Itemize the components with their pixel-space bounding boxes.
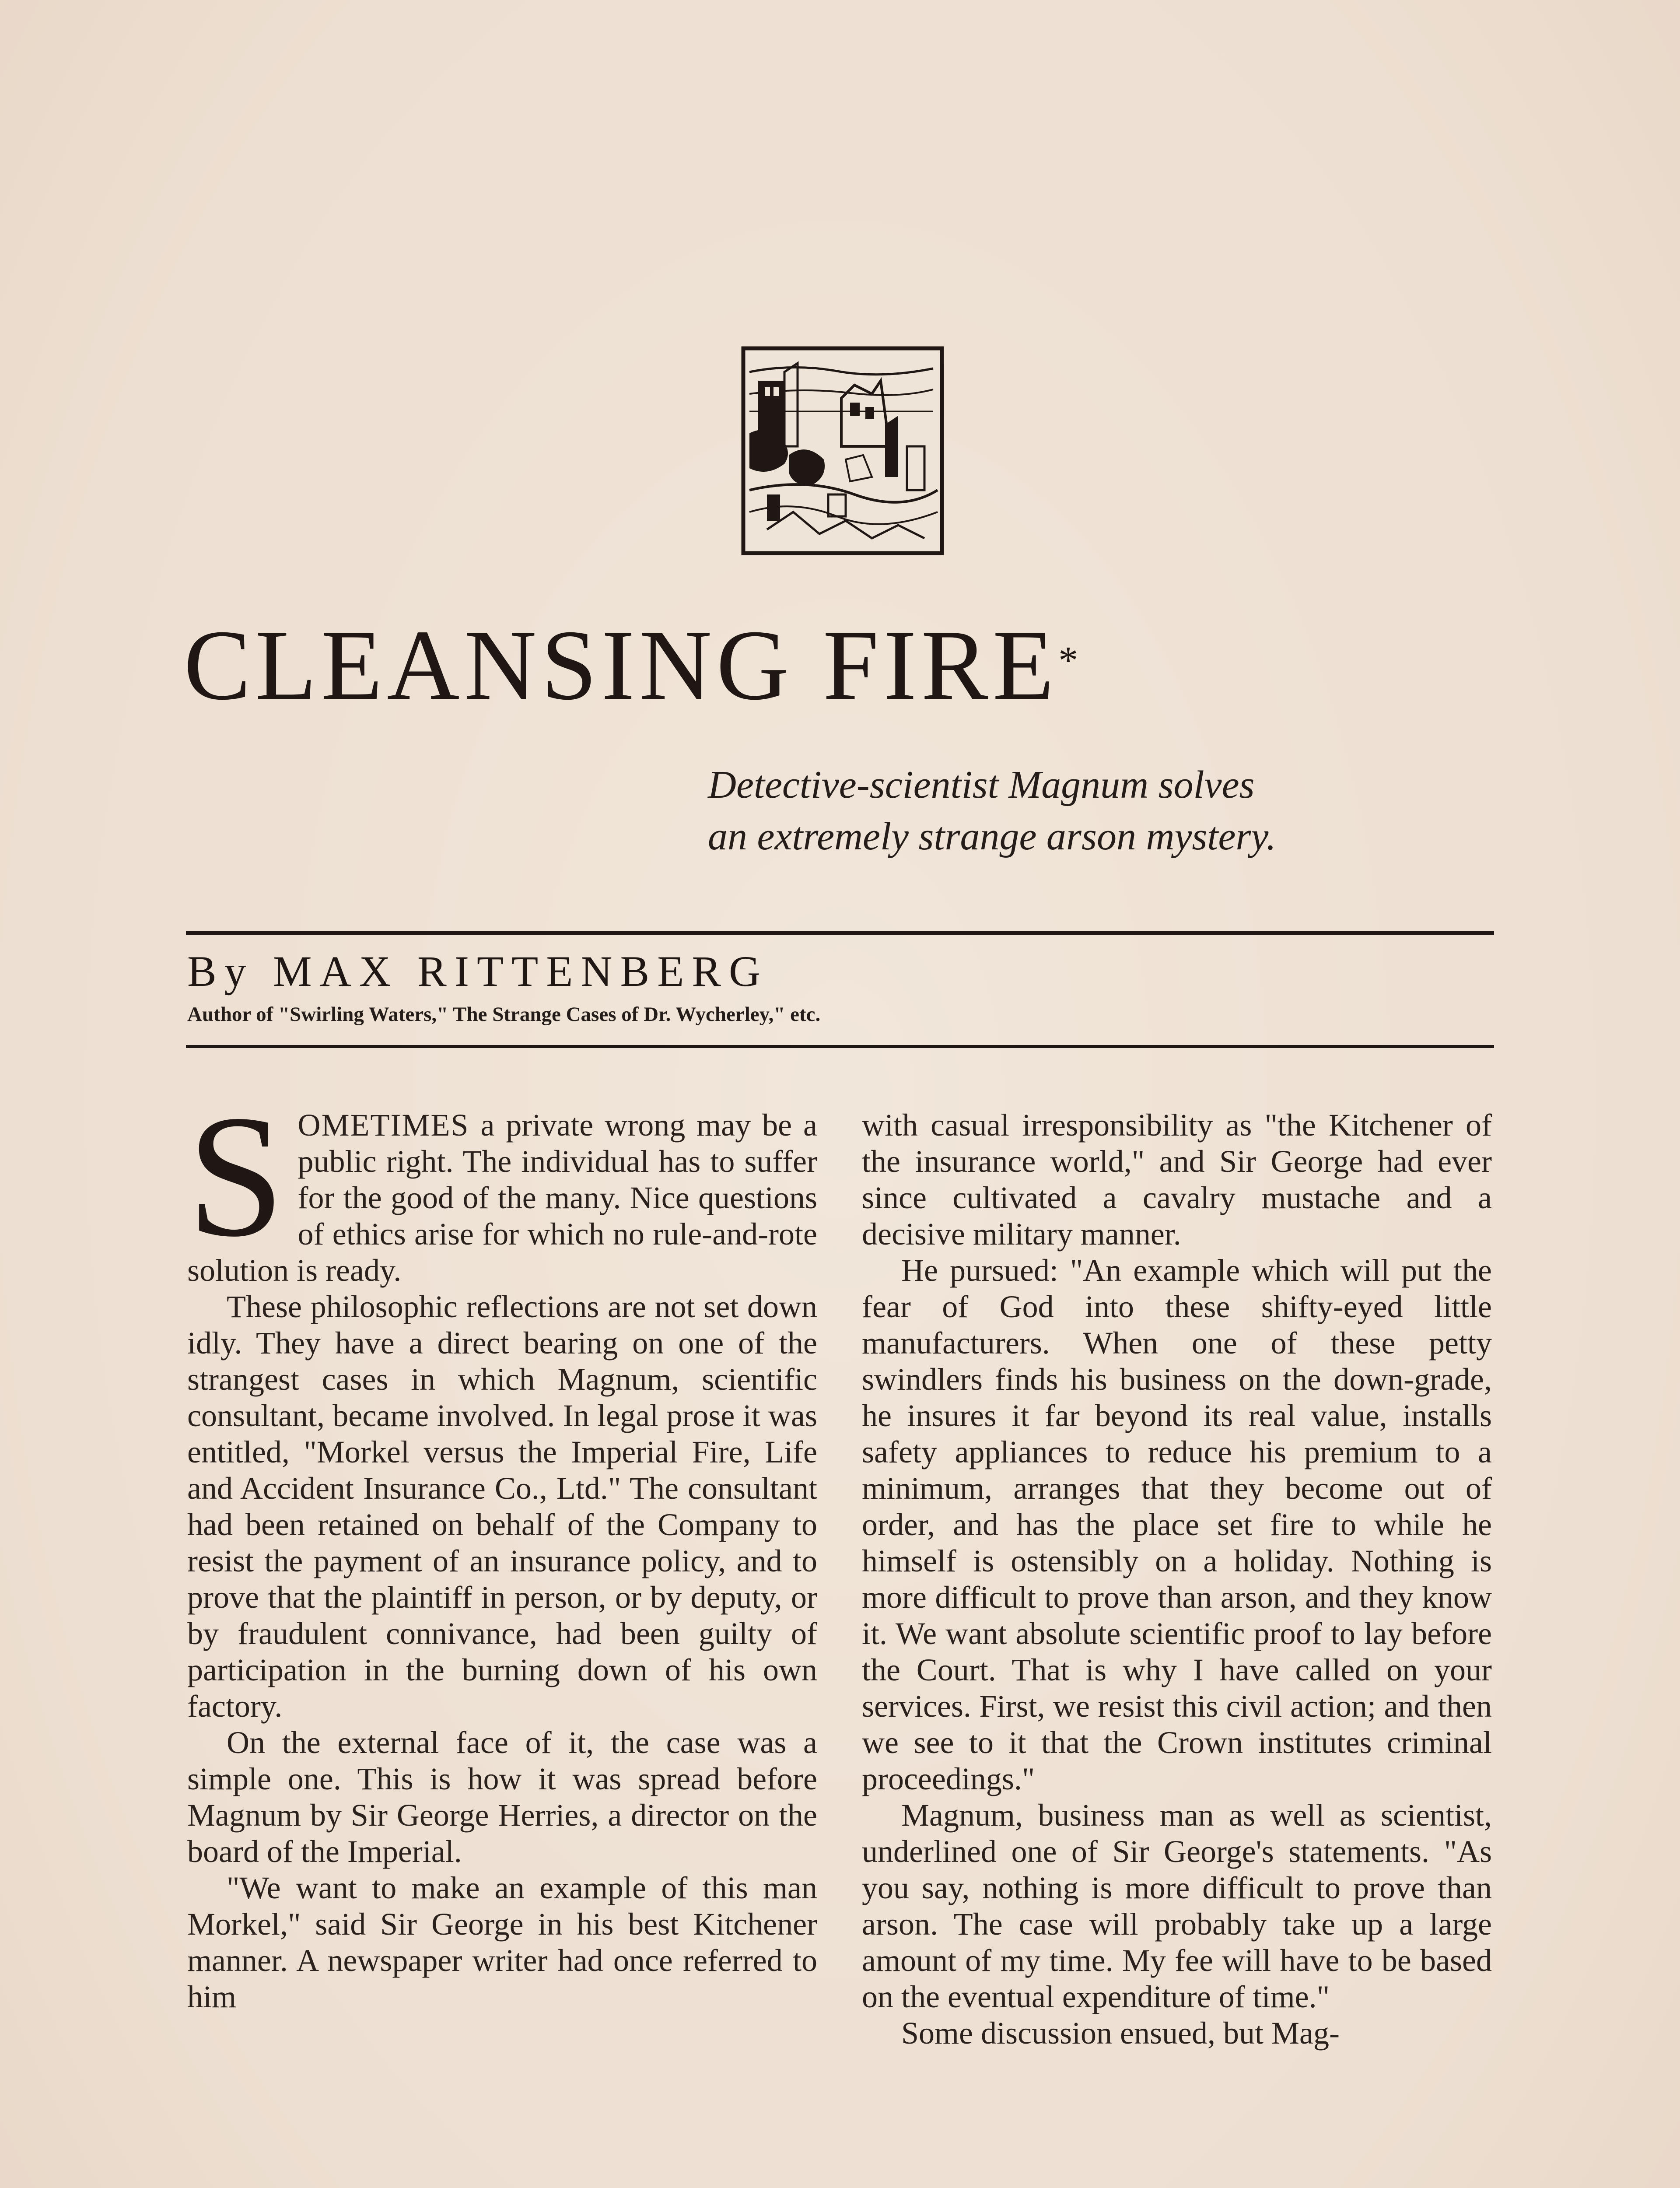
paragraph-2: These philosophic reflections are not set down idly. They have a direct bearing on one of the strangest cases in which Magnum, scientific consultant, became involved. In legal prose it was entitled, "Morkel versus the Imperial Fire, Life and Accident Insurance Co., Ltd." The consultant had been retained on behalf of the Company to resist the payment of an insurance policy, and to prove that the plaintiff in person, or by deputy, or by fraudulent connivance, had been guilty of participation in the burning down of his own factory. bbox=[187, 1289, 817, 1724]
paragraph-5: He pursued: "An example which will put the fear of God into these shifty-eyed little manufacturers. When one of these petty swindlers finds his business on the down-grade, he insures it far beyond its real value, installs safety appliances to reduce his premium to a minimum, arranges that they become out of order, and has the place set fire to while he himself is ostensibly on a holiday. Nothing is more difficult to prove than arson, and they know it. We want absolute scientific proof to lay before the Court. That is why I have called on your services. First, we resist this civil action; and then we see to it that the Crown institutes criminal proceedings." bbox=[862, 1253, 1492, 1796]
story-subtitle bbox=[708, 759, 1478, 863]
byline-top-rule bbox=[186, 931, 1494, 935]
opening-word: OMETIMES bbox=[298, 1108, 469, 1143]
paragraph-4-continued: with casual irresponsibility as "the Kitchener of the insurance world," and Sir George had ever since cultivated a cavalry mustache and a decisive military manner. bbox=[862, 1108, 1492, 1252]
paragraph-7: Some discussion ensued, but Mag- bbox=[901, 2016, 1340, 2051]
opening-text: a private wrong may be a public right. The individual has to suffer for the good of the many. Nice questions of ethics arise for which no rule-and-rote solution is ready. bbox=[187, 1108, 817, 1288]
paragraph-4: "We want to make an example of this man Morkel," said Sir George in his best Kitchener manner. A newspaper writer had once referred to him bbox=[187, 1870, 817, 2014]
title-footnote-marker: * bbox=[1058, 639, 1083, 682]
ruined-town-illustration bbox=[741, 346, 945, 556]
text-column-left bbox=[187, 1079, 817, 2015]
subtitle-line-1: Detective-scientist Magnum solves bbox=[708, 763, 1255, 806]
story-title-text: CLEANSING FIRE bbox=[184, 609, 1059, 721]
paragraph-6: Magnum, business man as well as scientist, underlined one of Sir George's statements. "As you say, nothing is more difficult to prove than arson. The case will probably take up a large amount of my time. My fee will have to be based on the eventual expenditure of time." bbox=[862, 1798, 1492, 2014]
drop-cap: S bbox=[187, 1079, 285, 1273]
byline: By MAX RITTENBERG bbox=[187, 947, 769, 996]
byline-bottom-rule bbox=[186, 1045, 1494, 1048]
paragraph-3: On the external face of it, the case was a simple one. This is how it was spread before Magnum by Sir George Herries, a director on the board of the Imperial. bbox=[187, 1725, 817, 1869]
author-credit: Author of "Swirling Waters," The Strange Cases of Dr. Wycherley," etc. bbox=[187, 1003, 821, 1026]
subtitle-line-2: an extremely strange arson mystery. bbox=[708, 815, 1276, 858]
paragraph-opening bbox=[187, 1079, 817, 1289]
story-title bbox=[184, 608, 1146, 722]
text-column-right bbox=[862, 1107, 1492, 2051]
